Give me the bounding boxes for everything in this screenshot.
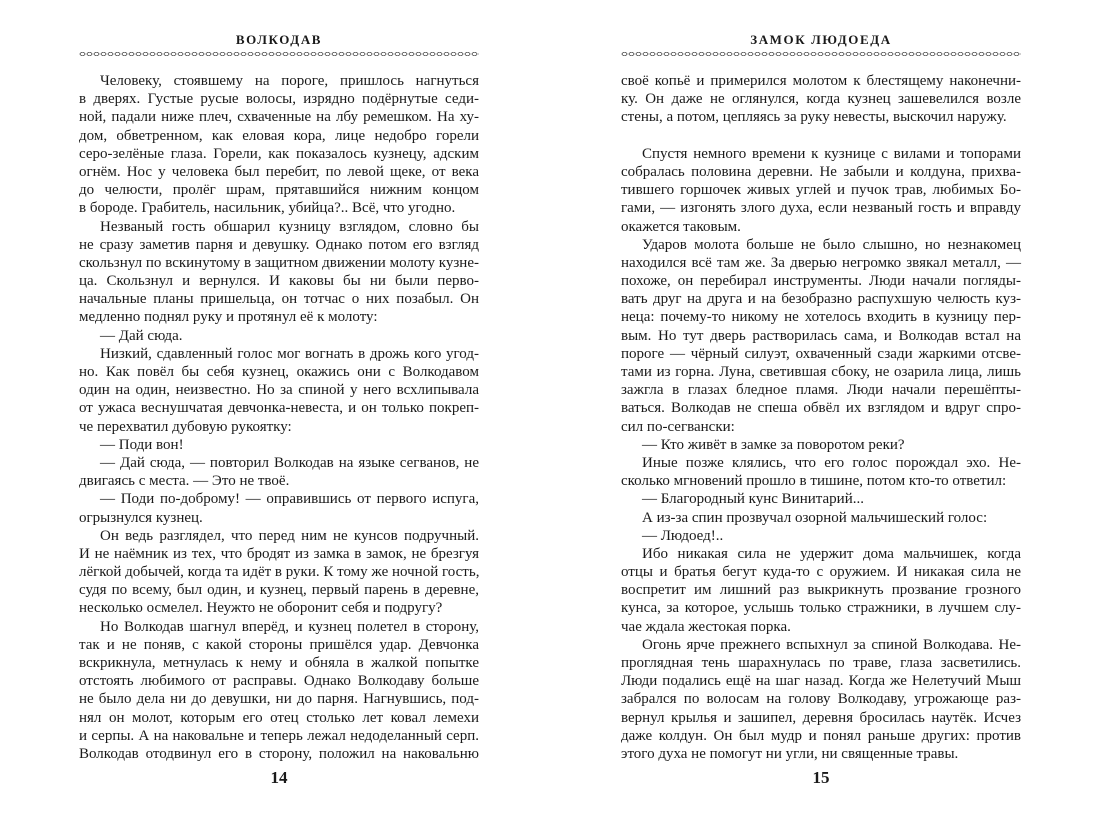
text-line: начальные планы пришельца, он тотчас о них позабыл. Он [79, 291, 479, 308]
text-line: вскрикнула, метнулась к нему и обняла в жалкой попытке [79, 655, 479, 671]
text-line: — Дай сюда, — повторил Волкодав на языке сегванов, не [100, 454, 479, 471]
text-line: И не наёмник из тех, что бродят из замка в замок, не брезгуя [79, 545, 479, 562]
text-line: отцы и братья бегут куда-то с оружием. И никакая сила не [621, 564, 1021, 581]
text-line: серо-зелёные глаза. Горели, как показалось кузнецу, адским [79, 145, 479, 162]
text-line: забрался по волосам на голову Волкодаву, угрожающе раз- [621, 691, 1021, 708]
text-line: огнём. Нос у человека был перебит, по левой щеке, от века [79, 163, 479, 180]
text-line: дом, обветренном, как еловая кора, лице недобро горели [79, 127, 479, 144]
text-line: — Поди по-доброму! — оправившись от первого испуга, [100, 491, 479, 508]
text-line: в дверях. Густые русые волосы, изрядно подёрнутые седи- [79, 91, 479, 108]
text-line: и серпы. А на наковальне и теперь лежал недоделанный серп. [79, 727, 479, 744]
text-line: огрызнулся кузнец. [79, 509, 203, 526]
text-line: до челюсти, пролёг шрам, прятавшийся нижним концом [79, 182, 479, 199]
text-line: один на один, неизвестно. Но за спиной у него всхлипывала [79, 382, 479, 399]
text-line: Незваный гость обшарил кузницу взглядом, словно бы [100, 218, 479, 235]
running-head: ЗАМОК ЛЮДОЕДА [750, 32, 892, 47]
text-line: сколько мгновений прошло в тишине, потом кто-то ответил: [621, 473, 1007, 490]
text-line: лёгкой добычей, когда та идёт в руки. К тому же ночной гость, [79, 564, 480, 581]
text-line: — Людоед!.. [642, 527, 724, 544]
text-line: проглядная тень шарахнулась по траве, глаза засветились. [621, 655, 1021, 671]
text-line: отстоять любимого от расправы. Однако Волкодаву больше [79, 673, 479, 690]
text-line: воспретит им лишний раз выкрикнуть прозвание грозного [621, 582, 1021, 599]
right-page [621, 0, 1021, 825]
text-line: ваться. Волкодав не спеша обвёл их взглядом и вдруг спро- [621, 400, 1021, 417]
text-line: гами, — изгонять злого духа, если незваный гость и вправду [621, 200, 1021, 217]
text-line: ца. Скользнул и вернулся. И каковы бы ни были перво- [79, 273, 479, 290]
text-line: окажется таковым. [621, 218, 741, 235]
text-line: Человеку, стоявшему на пороге, пришлось нагнуться [100, 73, 479, 89]
text-line: Волкодав отодвинул его в сторону, положил на наковальню [79, 745, 479, 762]
text-line: ной, падали ниже плеч, схваченные на лбу ремешком. На ху- [79, 109, 479, 126]
text-line: Он ведь разглядел, что перед ним не кунсов подручный. [100, 527, 479, 544]
text-line: даже колдун. Он был мудр и понял раньше других: против [621, 727, 1021, 744]
text-line: но. Как повёл бы себя кузнец, окажись они с Волкодавом [79, 364, 479, 380]
text-line: Огонь ярче прежнего вспыхнул за спиной Волкодава. Не- [642, 636, 1021, 653]
text-line: в бороде. Грабитель, насильник, убийца?.. Всё, что угодно. [79, 200, 456, 217]
text-line: вать друг на друга и на безобразно распухшую челюсть куз- [621, 291, 1021, 308]
text-line: так и не поняв, с какой стороны пришёлся удар. Девчонка [79, 636, 479, 653]
text-line: скользнул по вскинутому в защитном движении молоту кузне- [79, 254, 479, 271]
text-line: сил по-сегвански: [621, 418, 735, 435]
text-line: Спустя немного времени к кузнице с вилами и топорами [642, 145, 1021, 162]
text-line: находился всё там же. За дверью негромко звякал металл, — [621, 254, 1021, 271]
body-text [621, 72, 1021, 763]
text-line: стены, а потом, цепляясь за руку невесты, выскочил наружу. [621, 109, 1007, 126]
ornamental-rule [621, 50, 1021, 58]
running-head: ВОЛКОДАВ [235, 32, 323, 47]
text-line: не было дела ни до девушки, ни до парня. Нагнувшись, под- [79, 691, 479, 708]
text-line: тами из горна. Луна, светившая сбоку, не озарила лица, лишь [621, 364, 1021, 380]
text-line: вернул крылья и зашипел, деревня бросилась наутёк. Исчез [621, 709, 1021, 726]
text-line: Низкий, сдавленный голос мог вогнать в дрожь кого угод- [100, 345, 479, 362]
text-line: не сразу заметив парня и девушку. Однако потом его взгляд [79, 236, 479, 253]
text-line: Но Волкодав шагнул вперёд, и кузнец полетел в сторону, [100, 618, 479, 635]
text-line: похоже, он перебирал инструменты. Люди начали погляды- [621, 273, 1021, 290]
text-line: А из-за спин прозвучал озорной мальчишеский голос: [642, 509, 988, 526]
text-line: несколько осмелел. Неужто не оборонит себя и подругу? [79, 600, 443, 617]
text-line: тившего горшочек живых углей и пучок трав, любимых Бо- [621, 182, 1021, 199]
text-line: этого духа не помогут ни угли, ни священные травы. [621, 745, 959, 762]
page-number: 15 [812, 768, 830, 787]
body-text [79, 72, 479, 763]
section-break [621, 127, 1021, 145]
text-line: Люди подались ещё на шаг назад. Когда же Нелетучий Мыш [621, 673, 1021, 690]
text-line: пороге — чёрный силуэт, охваченный сзади жаркими отсве- [621, 345, 1021, 362]
text-line: — Благородный кунс Винитарий... [642, 491, 864, 508]
text-line: Иные позже клялись, что его голос порождал эхо. Не- [642, 454, 1021, 471]
ornamental-rule [79, 50, 479, 58]
text-line: от ужаса веснушчатая девчонка-невеста, и он только покреп- [79, 400, 479, 417]
text-line: своё копьё и примерился молотом к блестящему наконечни- [621, 73, 1021, 89]
text-line: медленно поднял руку и протянул её к молоту: [79, 309, 378, 326]
text-line: неца: почему-то никому не хотелось входить в кузницу пер- [621, 309, 1021, 326]
text-line: кунса, за которое, услышь только стражники, в лучшем слу- [621, 600, 1021, 617]
text-line: — Кто живёт в замке за поворотом реки? [642, 436, 905, 453]
text-line: Ибо никакая сила не удержит дома мальчишек, когда [642, 545, 1021, 562]
text-line: Ударов молота больше не было слышно, но незнакомец [642, 236, 1021, 253]
text-line: зажгла в глазах бледное пламя. Люди начали перешёпты- [621, 382, 1021, 399]
text-line: — Поди вон! [100, 436, 184, 453]
text-line: судя по всему, был один, и кузнец, первый парень в деревне, [79, 582, 479, 599]
left-page [79, 0, 479, 825]
text-line: чае ждала жестокая порка. [621, 618, 791, 635]
text-line: че перехватил дубовую рукоятку: [79, 418, 292, 435]
text-line: нял он молот, которым его отец столько лет ковал лемехи [79, 709, 479, 726]
text-line: вым. Но тут дверь растворилась сама, и Волкодав встал на [621, 327, 1021, 344]
text-line: собралась половина деревни. Не забыли и колдуна, прихва- [621, 163, 1021, 180]
text-line: двигаясь с места. — Это не твоё. [79, 473, 290, 490]
text-line: — Дай сюда. [100, 327, 183, 344]
page-number: 14 [270, 768, 288, 787]
text-line: ку. Он даже не оглянулся, когда кузнец зашевелился возле [621, 91, 1021, 108]
